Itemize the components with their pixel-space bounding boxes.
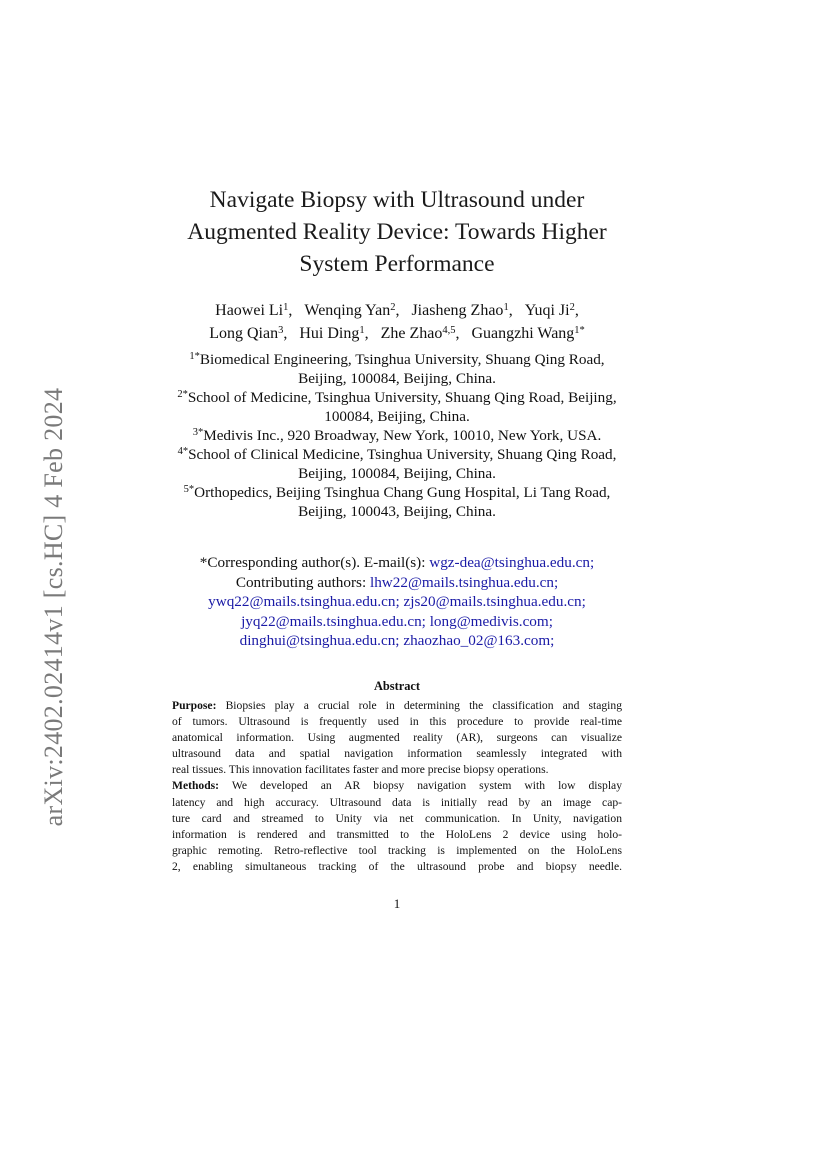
- paper-title: [0, 184, 794, 280]
- author: Zhe Zhao$^{4,5}$,: [380, 325, 460, 342]
- affiliation: $^{3*}$Medivis Inc., 920 Broadway, New York, 10010, New York, USA.: [192, 427, 602, 444]
- email-link[interactable]: lhw22@mails.tsinghua.edu.cn;: [369, 573, 559, 591]
- abstract-heading: Abstract: [373, 679, 421, 693]
- abstract-line: real tissues. This innovation facilitates faster and more precise biopsy operations.: [172, 763, 549, 777]
- abstract-line: latency and high accuracy. Ultrasound data is initially read by an image cap-: [172, 795, 622, 809]
- author: Wenqing Yan$^2$,: [304, 302, 400, 319]
- methods-label: Methods:: [172, 779, 220, 793]
- affiliation: $^{2*}$School of Medicine, Tsinghua University, Shuang Qing Road, Beijing, 100084, Beijing, China.: [177, 389, 617, 425]
- author: Yuqi Ji$^2$,: [524, 302, 579, 319]
- email-link[interactable]: long@medivis.com;: [429, 612, 553, 630]
- page-number: 1: [393, 896, 401, 911]
- contributing-authors-line: Contributing authors: lhw22@mails.tsinghua.edu.cn;: [235, 573, 559, 591]
- abstract-line: ture card and streamed to Unity via net communication. In Unity, navigation: [172, 811, 622, 825]
- author: Jiasheng Zhao$^1$,: [411, 302, 513, 319]
- purpose-label: Purpose:: [172, 699, 217, 712]
- corresponding-author-line: *Corresponding author(s). E-mail(s): wgz-dea@tsinghua.edu.cn;: [199, 554, 595, 571]
- author: Hui Ding$^1$,: [299, 325, 369, 342]
- email-link[interactable]: zjs20@mails.tsinghua.edu.cn;: [403, 593, 586, 610]
- abstract-line: Purpose: Biopsies play a crucial role in determining the classification and staging: [172, 699, 622, 712]
- author: Haowei Li$^1$,: [215, 302, 293, 319]
- email-link[interactable]: ywq22@mails.tsinghua.edu.cn;: [208, 593, 400, 610]
- email-link[interactable]: jyq22@mails.tsinghua.edu.cn;: [241, 612, 426, 630]
- author: Long Qian$^3$,: [209, 325, 288, 342]
- email-link[interactable]: dinghui@tsinghua.edu.cn;: [239, 632, 400, 649]
- abstract-line: anatomical information. Using augmented reality (AR), surgeons can visualize: [172, 731, 622, 745]
- arxiv-identifier: arXiv:2402.02414v1 [cs.HC] 4 Feb 2024: [39, 387, 68, 827]
- email-line: [0, 631, 794, 651]
- affiliation: $^{1*}$Biomedical Engineering, Tsinghua University, Shuang Qing Road, Beijing, 100084, Beijing, China.: [189, 351, 605, 387]
- affiliation: $^{5*}$Orthopedics, Beijing Tsinghua Chang Gung Hospital, Li Tang Road, Beijing, 100043, Beijing, China.: [183, 484, 611, 520]
- correspondence: [0, 553, 794, 651]
- title-line: Augmented Reality Device: Towards Higher: [187, 219, 607, 245]
- author-list: [0, 299, 794, 345]
- email-link[interactable]: wgz-dea@tsinghua.edu.cn;: [429, 554, 595, 571]
- abstract-line: 2, enabling simultaneous tracking of the ultrasound probe and biopsy needle.: [172, 859, 622, 873]
- abstract-line: information is rendered and transmitted to the HoloLens 2 device using holo-: [172, 827, 622, 841]
- author: Guangzhi Wang$^{1*}$: [471, 325, 585, 342]
- author-line: [0, 299, 794, 322]
- abstract-line: of tumors. Ultrasound is frequently used in this procedure to provide real-time: [172, 715, 622, 729]
- author-line: [0, 322, 794, 345]
- abstract-line: Methods: We developed an AR biopsy navigation system with low display: [172, 779, 622, 793]
- email-line: [0, 592, 794, 612]
- affiliation: $^{4*}$School of Clinical Medicine, Tsinghua University, Shuang Qing Road, Beijing, 100084, Beijing, China.: [177, 446, 617, 482]
- affiliations: [0, 350, 794, 521]
- abstract-body: [172, 698, 622, 875]
- abstract-line: graphic remoting. Retro-reflective tool tracking is implemented on the HoloLens: [172, 843, 622, 857]
- title-line: Navigate Biopsy with Ultrasound under: [209, 187, 585, 213]
- email-line: [0, 612, 794, 632]
- abstract-line: ultrasound data and spatial navigation information seamlessly integrated with: [172, 747, 622, 761]
- email-link[interactable]: zhaozhao_02@163.com;: [403, 632, 555, 649]
- title-line: System Performance: [299, 251, 495, 277]
